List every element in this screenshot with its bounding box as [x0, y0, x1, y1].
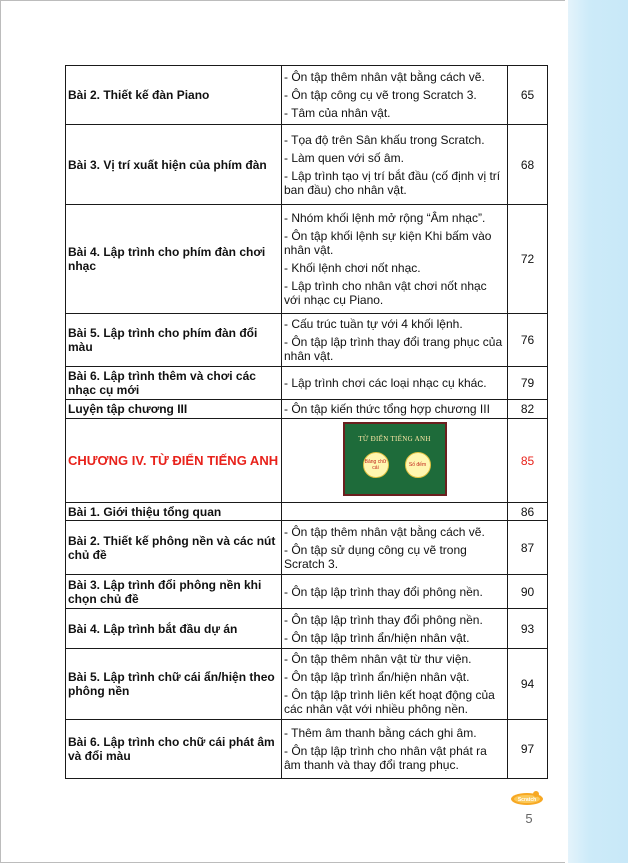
lesson-content: [282, 400, 508, 419]
table-row: [66, 649, 548, 720]
content-item: - Ôn tập thêm nhân vật bằng cách vẽ.: [284, 524, 485, 539]
content-item: - Khối lệnh chơi nốt nhạc.: [284, 261, 421, 275]
thumbnail-button-numbers: Số đếm: [405, 452, 431, 478]
lesson-title: Bài 6. Lập trình cho chữ cái phát âm và đổi màu: [66, 720, 282, 779]
table-row: [66, 400, 548, 419]
lesson-title: Bài 2. Thiết kế phông nền và các nút chủ đề: [66, 521, 282, 575]
page-number-cell: 93: [508, 609, 548, 649]
chapter-thumbnail-cell: [282, 419, 508, 503]
content-item: - Ôn tập lập trình ẩn/hiện nhân vật.: [284, 670, 470, 684]
lesson-content: [282, 609, 508, 649]
content-item: - Ôn tập lập trình thay đổi trang phục của nhân vật.: [284, 335, 503, 363]
lesson-content: [282, 125, 508, 205]
page-number-cell: 76: [508, 314, 548, 367]
content-item: - Tâm của nhân vật.: [284, 106, 391, 120]
content-item: - Làm quen với số âm.: [284, 150, 404, 165]
page-number-cell: 94: [508, 649, 548, 720]
table-row: [66, 609, 548, 649]
page-number-cell: 87: [508, 521, 548, 575]
lesson-content: [282, 649, 508, 720]
page-number-cell: 86: [508, 503, 548, 521]
lesson-title: Bài 6. Lập trình thêm và chơi các nhạc cụ mới: [66, 367, 282, 400]
content-item: - Lập trình chơi các loại nhạc cụ khác.: [284, 376, 487, 390]
table-row: [66, 125, 548, 205]
content-item: - Ôn tập lập trình liên kết hoạt động của các nhân vật với nhiều phông nền.: [284, 688, 495, 716]
content-item: - Ôn tập khối lệnh sự kiện Khi bấm vào nhân vật.: [284, 229, 492, 257]
lesson-content: [282, 314, 508, 367]
chapter-title: CHƯƠNG IV. TỪ ĐIỂN TIẾNG ANH: [66, 419, 282, 503]
lesson-content: [282, 367, 508, 400]
lesson-content: [282, 205, 508, 314]
table-of-contents: [65, 65, 548, 779]
lesson-title: Bài 3. Vị trí xuất hiện của phím đàn: [66, 125, 282, 205]
logo-text: Scratch: [517, 797, 537, 803]
lesson-content: [282, 503, 508, 521]
content-item: - Ôn tập lập trình cho nhân vật phát ra âm thanh và thay đổi trang phục.: [284, 744, 487, 772]
page-number-cell: 97: [508, 720, 548, 779]
page-number-cell: 68: [508, 125, 548, 205]
table-row: [66, 503, 548, 521]
table-row: [66, 205, 548, 314]
content-item: - Lập trình tạo vị trí bắt đầu (cố định vị trí ban đầu) cho nhân vật.: [284, 168, 501, 197]
table-row: [66, 575, 548, 609]
lesson-title: Bài 1. Giới thiệu tổng quan: [66, 503, 282, 521]
content-item: - Ôn tập kiến thức tổng hợp chương III: [284, 402, 490, 416]
page-number-cell: 65: [508, 66, 548, 125]
lesson-content: [282, 521, 508, 575]
chapter-row: [66, 419, 548, 503]
lesson-title: Bài 3. Lập trình đổi phông nền khi chọn chủ đề: [66, 575, 282, 609]
lesson-content: [282, 66, 508, 125]
content-item: - Lập trình cho nhân vật chơi nốt nhạc với nhạc cụ Piano.: [284, 279, 487, 307]
table-row: [66, 314, 548, 367]
page-number-cell: 72: [508, 205, 548, 314]
content-item: - Ôn tập lập trình thay đổi phông nền.: [284, 584, 483, 599]
lesson-content: [282, 720, 508, 779]
side-band: [568, 0, 628, 863]
page-number-cell: 90: [508, 575, 548, 609]
table-row: [66, 521, 548, 575]
content-item: - Cấu trúc tuần tự với 4 khối lệnh.: [284, 317, 463, 331]
table-row: [66, 367, 548, 400]
content-item: - Nhóm khối lệnh mở rộng “Âm nhạc”.: [284, 211, 486, 225]
content-item: - Tọa độ trên Sân khấu trong Scratch.: [284, 132, 485, 147]
lesson-title: Bài 2. Thiết kế đàn Piano: [66, 66, 282, 125]
content-item: - Ôn tập sử dụng công cụ vẽ trong Scratch 3.: [284, 542, 467, 571]
content-item: - Ôn tập công cụ vẽ trong Scratch 3.: [284, 88, 477, 102]
chapter-thumbnail: [343, 422, 447, 496]
content-item: - Thêm âm thanh bằng cách ghi âm.: [284, 726, 477, 740]
table-row: [66, 66, 548, 125]
lesson-title: Bài 4. Lập trình cho phím đàn chơi nhạc: [66, 205, 282, 314]
thumbnail-title: TỪ ĐIỂN TIẾNG ANH: [358, 435, 431, 443]
content-item: - Ôn tập lập trình thay đổi phông nền.: [284, 612, 483, 627]
thumbnail-button-alphabet: Bảng chữ cái: [363, 452, 389, 478]
content-item: - Ôn tập thêm nhân vật bằng cách vẽ.: [284, 70, 485, 84]
lesson-title: Bài 4. Lập trình bắt đầu dự án: [66, 609, 282, 649]
page-number-cell: 82: [508, 400, 548, 419]
lesson-title: Bài 5. Lập trình chữ cái ẩn/hiện theo phông nền: [66, 649, 282, 720]
lesson-title: Bài 5. Lập trình cho phím đàn đổi màu: [66, 314, 282, 367]
lesson-content: [282, 575, 508, 609]
chapter-page-number: 85: [508, 419, 548, 503]
content-item: - Ôn tập thêm nhân vật từ thư viện.: [284, 652, 472, 666]
page-number-cell: 79: [508, 367, 548, 400]
lesson-title: Luyện tập chương III: [66, 400, 282, 419]
table-row: [66, 720, 548, 779]
content-item: - Ôn tập lập trình ẩn/hiện nhân vật.: [284, 630, 470, 645]
scratch-logo: [510, 790, 544, 806]
page-number: 5: [525, 811, 533, 826]
